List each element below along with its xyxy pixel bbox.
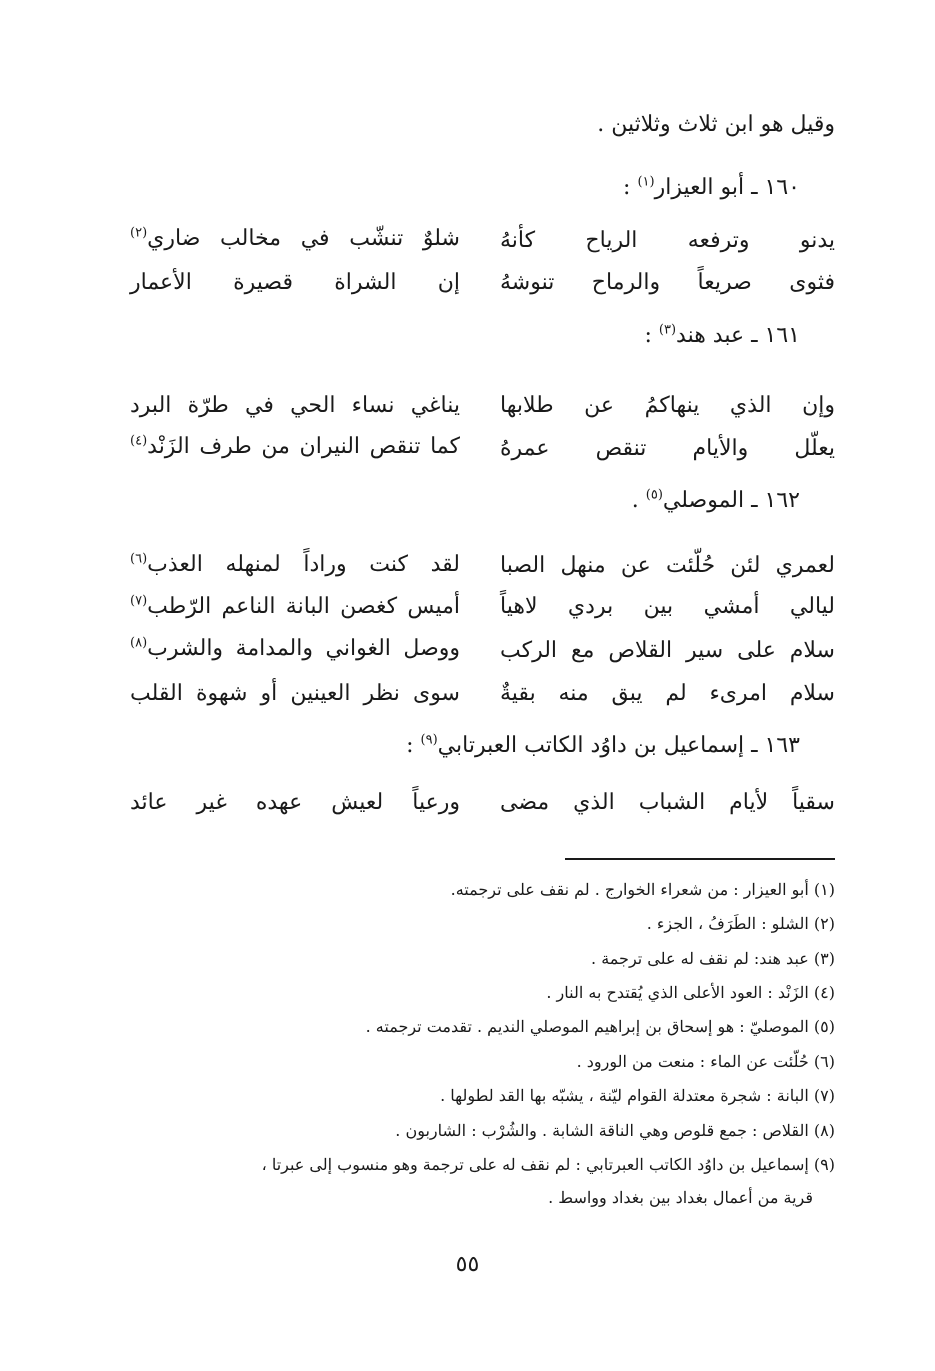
verse-right-hemistich: سقياً لأيام الشباب الذي مضى bbox=[500, 790, 835, 815]
footnote-5: (٥) الموصليّ : هو إسحاق بن إبراهيم الموصلي النديم . تقدمت ترجمته . bbox=[365, 1017, 835, 1036]
verse-left-text: يناغي نساء الحي في طرّة البرد bbox=[130, 393, 460, 418]
entry-heading-tail: : bbox=[406, 733, 421, 758]
entry-heading-163 bbox=[406, 733, 800, 758]
footnote-marker: (٤) bbox=[130, 433, 148, 449]
footnote-marker: (٩) bbox=[420, 732, 438, 748]
entry-heading-text: ١٦١ ـ عبد هند bbox=[676, 323, 800, 348]
entry-heading-tail: . bbox=[631, 488, 646, 513]
entry-heading-text: ١٦٠ ـ أبو العيزار bbox=[654, 175, 800, 200]
verse-left-hemistich bbox=[130, 681, 460, 706]
verse-left-text: شلوٌ تنشّب في مخالب ضاري bbox=[147, 226, 460, 251]
entry-heading-162 bbox=[632, 488, 800, 513]
verse-left-text: أميس كغصن البانة الناعم الرّطب bbox=[147, 594, 460, 619]
verse-left-text: إن الشراة قصيرة الأعمار bbox=[130, 270, 460, 295]
footnote-9-continuation: قرية من أعمال بغداد بين بغداد وواسط . bbox=[548, 1188, 813, 1207]
verse-left-text: سوى نظر العينين أو شهوة القلب bbox=[130, 681, 460, 706]
verse-left-text: ورعياً لعيش عهده غير عائد bbox=[130, 790, 460, 815]
entry-heading-text: ١٦٢ ـ الموصلي bbox=[662, 488, 800, 513]
verse-right-hemistich: لعمري لئن حُلّئت عن منهل الصبا bbox=[500, 553, 835, 578]
footnote-marker: (٣) bbox=[658, 322, 677, 338]
footnote-marker: (٢) bbox=[130, 225, 148, 241]
footnote-9: (٩) إسماعيل بن داوُد الكاتب العبرتابي : لم نقف له على ترجمة وهو منسوب إلى عبرتا ، bbox=[261, 1155, 835, 1174]
verse-left-hemistich bbox=[130, 552, 460, 577]
footnote-8: (٨) القلاص : جمع قلوص وهي الناقة الشابة . والشُرْب : الشاربون . bbox=[395, 1121, 835, 1140]
page-number: ٥٥ bbox=[455, 1252, 480, 1277]
verse-right-hemistich: يعلّل والأيام تنقص عمرهُ bbox=[500, 436, 835, 461]
entry-heading-161 bbox=[644, 323, 800, 348]
verse-left-hemistich bbox=[130, 636, 460, 661]
verse-right-hemistich: وإن الذي ينهاكمُ عن طلابها bbox=[500, 393, 835, 418]
footnote-marker: (٨) bbox=[130, 635, 148, 651]
verse-right-hemistich: يدنو وترفعه الرياح كأنهُ bbox=[500, 228, 835, 253]
footnote-3: (٣) عبد هند: لم نقف له على ترجمة . bbox=[591, 949, 835, 968]
footnote-1: (١) أبو العيزار : من شعراء الخوارج . لم نقف على ترجمته. bbox=[450, 880, 835, 899]
verse-left-hemistich bbox=[130, 393, 460, 418]
entry-heading-text: ١٦٣ ـ إسماعيل بن داوُد الكاتب العبرتابي bbox=[437, 733, 800, 758]
verse-left-hemistich bbox=[130, 434, 460, 459]
footnote-marker: (١) bbox=[637, 174, 655, 190]
entry-heading-160 bbox=[623, 175, 800, 200]
verse-left-text: ووصل الغواني والمدامة والشرب bbox=[147, 636, 460, 661]
footnote-2: (٢) الشلو : الطَرَفُ ، الجزء . bbox=[646, 914, 835, 933]
verse-right-hemistich: سلام امرىء لم يبق منه بقيةٌ bbox=[500, 681, 835, 706]
verse-left-text: كما تنقص النيران من طرف الزَنْد bbox=[147, 434, 460, 459]
footnote-marker: (٥) bbox=[645, 487, 663, 503]
footnote-separator bbox=[565, 858, 835, 860]
verse-left-hemistich bbox=[130, 594, 460, 619]
verse-left-hemistich bbox=[130, 790, 460, 815]
entry-heading-tail: : bbox=[623, 175, 638, 200]
footnote-marker: (٧) bbox=[130, 593, 148, 609]
verse-right-hemistich: فثوى صريعاً والرماح تنوشهُ bbox=[500, 270, 835, 295]
footnote-marker: (٦) bbox=[130, 551, 148, 567]
entry-heading-tail: : bbox=[644, 323, 659, 348]
footnote-7: (٧) البانة : شجرة معتدلة القوام ليّنة ، يشبّه بها القد لطولها . bbox=[440, 1086, 835, 1105]
footnote-4: (٤) الزَنْد : العود الأعلى الذي يُقتدح به النار . bbox=[546, 983, 835, 1002]
footnote-6: (٦) حُلّئت عن الماء : منعت من الورود . bbox=[576, 1052, 835, 1071]
verse-left-hemistich bbox=[130, 226, 460, 251]
verse-left-text: لقد كنت وراداً لمنهله العذب bbox=[147, 552, 460, 577]
intro-line: وقيل هو ابن ثلاث وثلاثين . bbox=[597, 112, 835, 137]
verse-right-hemistich: ليالي أمشي بين بردي لاهياً bbox=[500, 594, 835, 619]
verse-right-hemistich: سلام على سير القلاص مع الركب bbox=[500, 638, 835, 663]
verse-left-hemistich bbox=[130, 270, 460, 295]
